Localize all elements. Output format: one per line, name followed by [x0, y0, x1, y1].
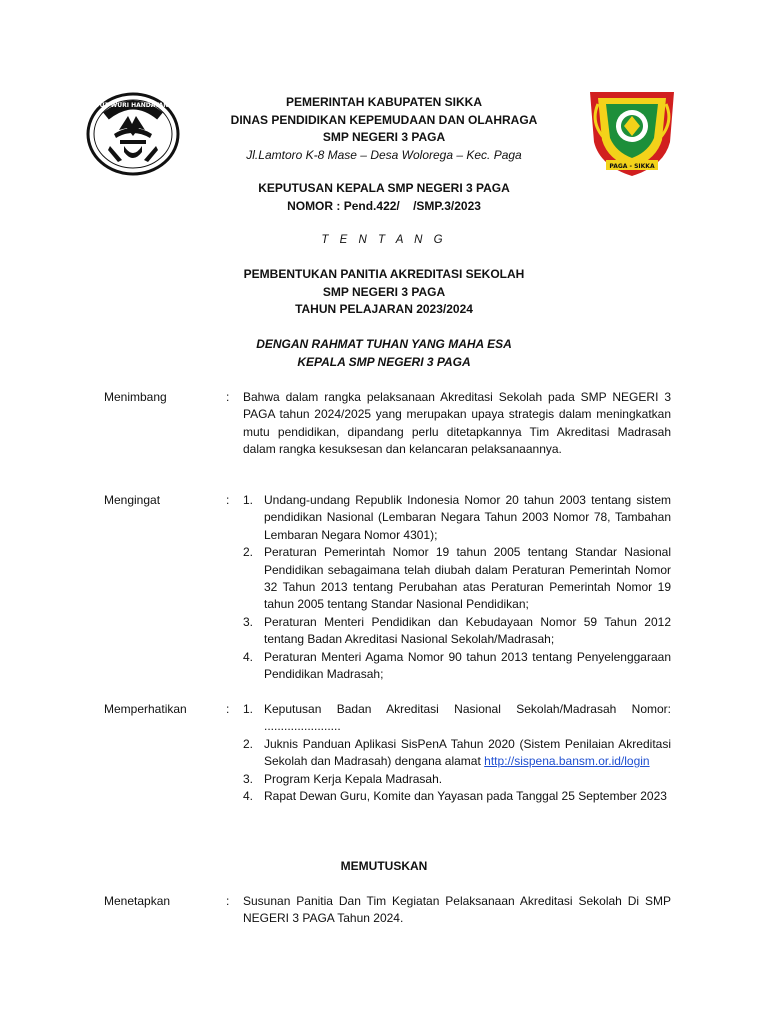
list-item-number: 2.	[243, 545, 254, 560]
list-item-text: Peraturan Pemerintah Nomor 19 tahun 2005 tentang Standar Nasional Pendidikan sebagaimana telah diubah dalam Peraturan Pemerintah Nomor 32 Tahun 2013 tentang Perubahan atas Peraturan Pemerintah Nomor 19 tahun 2005 tentang Standar Nasional Pendidikan;	[264, 545, 671, 612]
svg-text:TUT WURI HANDAYANI: TUT WURI HANDAYANI	[95, 102, 171, 109]
list-item-number: 1.	[243, 702, 254, 716]
memutuskan-block	[100, 858, 668, 876]
list-item-number: 1.	[243, 493, 254, 507]
subject-line-3: TAHUN PELAJARAN 2023/2024	[295, 302, 473, 316]
letterhead	[160, 94, 608, 164]
list-item-number: 3.	[243, 771, 254, 786]
mengingat-list	[243, 492, 671, 683]
menimbang-colon: :	[226, 390, 230, 404]
list-item-number: 3.	[243, 614, 254, 629]
list-item	[243, 492, 671, 544]
subject-block	[100, 266, 668, 319]
blessing-line-1: DENGAN RAHMAT TUHAN YANG MAHA ESA	[256, 337, 512, 351]
mengingat-label: Mengingat	[104, 493, 161, 507]
list-item	[243, 736, 671, 771]
menetapkan-colon: :	[226, 894, 230, 908]
memperhatikan-list	[243, 701, 671, 805]
blessing-block	[100, 336, 668, 371]
list-item-text: Program Kerja Kepala Madrasah.	[264, 771, 443, 786]
blessing-line-2: KEPALA SMP NEGERI 3 PAGA	[297, 354, 471, 369]
list-item-text: Peraturan Menteri Pendidikan dan Kebudayaan Nomor 59 Tahun 2012 tentang Badan Akreditasi Nasional Sekolah/Madrasah;	[264, 614, 671, 647]
list-item	[243, 701, 671, 736]
menetapkan-label: Menetapkan	[104, 894, 171, 908]
list-item	[243, 788, 671, 805]
school-name: SMP NEGERI 3 PAGA	[322, 130, 446, 144]
memutuskan-heading: MEMUTUSKAN	[340, 859, 428, 873]
memperhatikan-colon: :	[226, 702, 230, 716]
mengingat-colon: :	[226, 493, 230, 507]
subject-line-2: SMP NEGERI 3 PAGA	[322, 284, 446, 299]
list-item	[243, 649, 671, 684]
list-item-text: Keputusan Badan Akreditasi Nasional Sekolah/Madrasah Nomor: .......................	[264, 702, 671, 734]
list-item-number: 4.	[243, 649, 254, 664]
list-item-number: 4.	[243, 789, 254, 804]
list-item-text: Peraturan Menteri Agama Nomor 90 tahun 2013 tentang Penyelenggaraan Pendidikan Madrasah;	[264, 649, 671, 682]
memperhatikan-label: Memperhatikan	[104, 702, 187, 716]
list-item-text: Rapat Dewan Guru, Komite dan Yayasan pada Tanggal 25 September 2023	[264, 789, 667, 804]
decree-title-block	[100, 180, 668, 215]
decree-number: NOMOR : Pend.422/ /SMP.3/2023	[287, 198, 481, 213]
list-item	[243, 771, 671, 788]
list-item-number: 2.	[243, 736, 254, 751]
department-name: DINAS PENDIDIKAN KEPEMUDAAN DAN OLAHRAGA	[230, 112, 538, 127]
list-item	[243, 544, 671, 614]
tentang-heading: T E N T A N G	[321, 234, 447, 246]
decree-title: KEPUTUSAN KEPALA SMP NEGERI 3 PAGA	[258, 181, 510, 195]
menimbang-label: Menimbang	[104, 390, 167, 404]
list-item-text: Juknis Panduan Aplikasi SisPenA Tahun 2020 (Sistem Penilaian Akreditasi Sekolah dan Madrasah) dengana alamat	[264, 736, 671, 769]
menetapkan-text: Susunan Panitia Dan Tim Kegiatan Pelaksanaan Akreditasi Sekolah Di SMP NEGERI 3 PAGA Tahun 2024.	[243, 894, 671, 926]
school-address: Jl.Lamtoro K-8 Mase – Desa Wolorega – Kec. Paga	[246, 147, 522, 162]
government-name: PEMERINTAH KABUPATEN SIKKA	[285, 95, 482, 109]
menimbang-text: Bahwa dalam rangka pelaksanaan Akreditasi Sekolah pada SMP NEGERI 3 PAGA tahun 2024/2025 yang merupakan upaya strategis dalam meningkatkan mutu pendidikan, dipandang perlu ditetapkannya Tim Akreditasi Madrasah dalam rangka kesuksesan dan kelancaran pelaksanaannya.	[243, 390, 671, 457]
list-item-text: Undang-undang Republik Indonesia Nomor 20 tahun 2003 tentang sistem pendidikan Nasional (Lembaran Negara Tahun 2003 Nomor 78, Tambahan Lembaran Negara Nomor 4301);	[264, 493, 671, 542]
subject-line-1: PEMBENTUKAN PANITIA AKREDITASI SEKOLAH	[243, 267, 525, 281]
tentang-block	[100, 232, 668, 249]
svg-text:PAGA - SIKKA: PAGA - SIKKA	[609, 163, 655, 170]
sispena-link[interactable]: http://sispena.bansm.or.id/login	[484, 754, 650, 769]
list-item	[243, 614, 671, 649]
